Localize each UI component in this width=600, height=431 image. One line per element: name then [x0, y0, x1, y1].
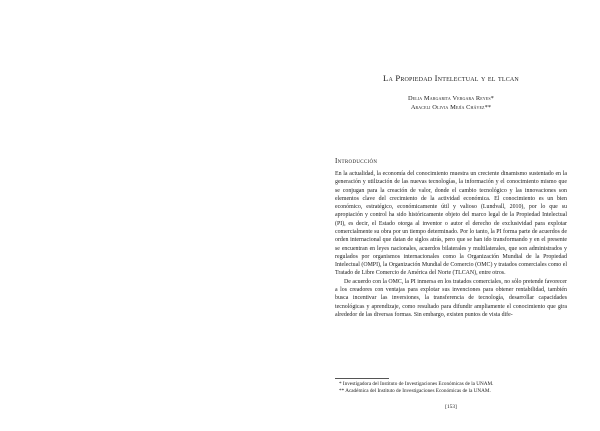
footnotes [335, 381, 567, 396]
footnote-rule [335, 378, 389, 379]
section-heading: Introducción [335, 157, 378, 165]
paragraph-1: En la actualidad, la economía del conocimiento muestra un creciente dinamismo sustentado en la generación y utilización de las nuevas tecnologías, la información y el conocimiento mismo que se conjugan para la creación de valor, donde el cambio tecnológico y las innovaciones son elementos clave del crecimiento de la actividad económica. El conocimiento es un bien económico, estratégico, económicamente útil y valioso (Lundvall, 2010), por lo que su apropiación y control ha sido históricamente objeto del marco legal de la Propiedad Intelectual (PI), es decir, el Estado otorga al inventor o autor el derecho de exclusividad para explotar comercialmente su obra por un tiempo determinado. Por lo tanto, la PI forma parte de acuerdos de orden internacional que datan de siglos atrás, pero que se han ido transformando y en el presente se encuentran en leyes nacionales, acuerdos bilaterales y multilaterales, que son administrados y regulados por organismos internacionales como la Organización Mundial de la Propiedad Intelectual (OMPI), la Organización Mundial de Comercio (OMC) y tratados comerciales como el Tratado de Libre Comercio de América del Norte (TLCAN), entre otros. [335, 171, 567, 277]
footnote-1: * Investigadora del Instituto de Investigaciones Económicas de la UNAM. [339, 381, 494, 387]
page-number: [153] [445, 404, 457, 410]
article-title: La Propiedad Intelectual y el tlcan [383, 73, 519, 83]
author-1: Delia Margarita Vergara Reyes* [408, 95, 494, 102]
author-2: Araceli Olivia Mejía Chávez** [410, 104, 492, 111]
footnote-2: ** Académica del Instituto de Investigaciones Económicas de la UNAM. [339, 388, 491, 395]
section-body [335, 170, 567, 319]
paragraph-2: De acuerdo con la OMC, la PI inmersa en los tratados comerciales, no sólo pretende favorecer a los creadores con ventajas para explotar sus invenciones para obtener rentabilidad, también busca incentivar las inversiones, la transferencia de tecnología, desarrollar capacidades tecnológicas y aprendizaje, como resultado para difundir ampliamente el conocimiento que gira alrededor de las diversas formas. Sin embargo, existen puntos de vista dife- [335, 278, 567, 318]
